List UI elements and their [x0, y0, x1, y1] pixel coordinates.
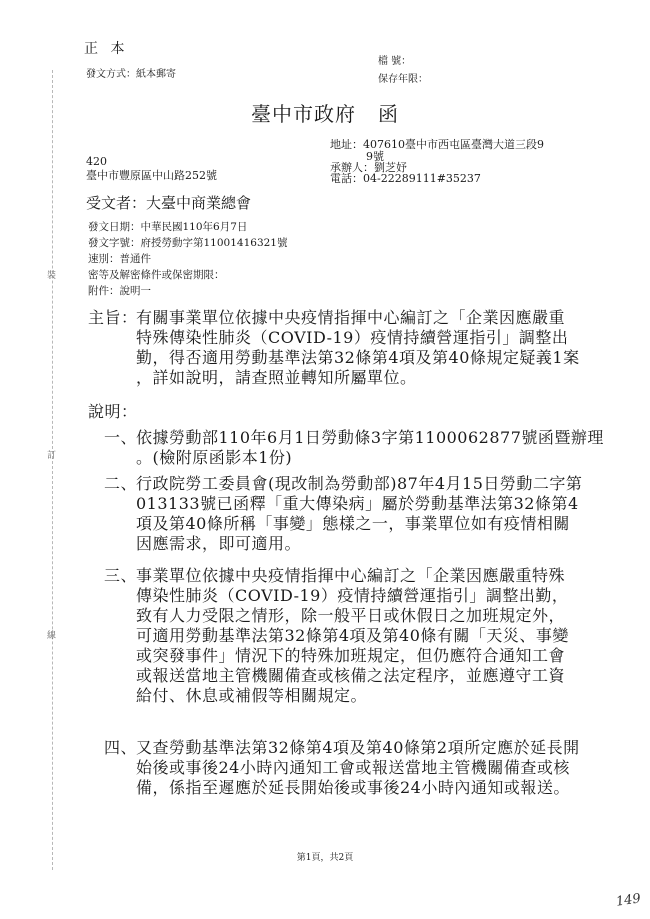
explanation-line: 。(檢附原函影本1份)	[136, 448, 293, 467]
explanation-item-number: 二、	[104, 474, 138, 493]
meta-block	[88, 219, 287, 299]
explanation-item-4	[136, 738, 580, 798]
subject-line: 有關事業單位依據中央疫情指揮中心編訂之「企業因應嚴重	[136, 308, 566, 327]
explanation-item-number: 一、	[104, 428, 138, 447]
original-copy-mark: 正 本	[84, 41, 129, 57]
page-number: 第1頁，共2頁	[296, 853, 354, 863]
delivery-speed: 速別：普通件	[88, 253, 151, 265]
explanation-line: 始後或事後24小時內通知工會或報送當地主管機關備查或核	[136, 758, 570, 777]
sender-address-line2: 9號	[366, 150, 384, 163]
explanation-line: 依據勞動部110年6月1日勞動條3字第1100062877號函暨辦理	[136, 428, 604, 447]
explanation-item-3	[136, 566, 569, 706]
recipient-postcode: 420	[86, 155, 107, 168]
explanation-item-number: 四、	[104, 738, 138, 757]
subject-body	[136, 308, 580, 388]
explanation-label: 說明：	[88, 402, 138, 421]
document-title: 臺中市政府 函	[250, 102, 400, 126]
explanation-line: 013133號已函釋「重大傳染病」屬於勞動基準法第32條第4	[136, 494, 579, 513]
explanation-line: 因應需求，即可適用。	[136, 534, 302, 553]
explanation-line: 或突發事件」情況下的特殊加班規定，但仍應符合通知工會	[136, 646, 566, 665]
subject-label: 主旨：	[88, 308, 138, 327]
explanation-item-1	[136, 428, 604, 468]
explanation-line: 給付、休息或補假等相關規定。	[136, 686, 368, 705]
issue-date: 發文日期：中華民國110年6月7日	[88, 221, 248, 233]
retention-label: 保存年限：	[378, 74, 428, 85]
subject-line: 勤，得否適用勞動基準法第32條第4項及第40條規定疑義1案	[136, 348, 580, 367]
binding-mark-ding: 訂	[47, 451, 57, 461]
security-level: 密等及解密條件或保密期限：	[88, 269, 225, 281]
explanation-line: 又查勞動基準法第32條第4項及第40條第2項所定應於延長開	[136, 738, 580, 757]
sender-phone: 電話：04-22289111#35237	[330, 172, 481, 185]
file-number-label: 檔 號：	[378, 56, 412, 67]
explanation-item-2	[136, 474, 582, 554]
binding-mark-xian: 線	[47, 631, 57, 641]
explanation-line: 傳染性肺炎（COVID-19）疫情持續營運指引」調整出勤，	[136, 586, 569, 605]
explanation-line: 行政院勞工委員會(現改制為勞動部)87年4月15日勞動二字第	[136, 474, 583, 493]
explanation-line: 可適用勞動基準法第32條第4項及第40條有關「天災、事變	[136, 626, 569, 645]
binding-line	[52, 70, 53, 870]
binding-mark-zhuang: 裝	[47, 271, 57, 281]
send-method: 發文方式：紙本郵寄	[86, 69, 176, 80]
explanation-line: 事業單位依據中央疫情指揮中心編訂之「企業因應嚴重特殊	[136, 566, 566, 585]
subject-line: ，詳如說明，請查照並轉知所屬單位。	[136, 368, 417, 387]
explanation-line: 或報送當地主管機關備查或核備之法定程序，並應遵守工資	[136, 666, 566, 685]
explanation-item-number: 三、	[104, 566, 138, 585]
explanation-line: 致有人力受限之情形，除一般平日或休假日之加班規定外，	[136, 606, 566, 625]
addressee: 受文者：大臺中商業總會	[86, 194, 252, 212]
document-number: 發文字號：府授勞動字第11001416321號	[88, 237, 288, 249]
explanation-line: 備，係指至遲應於延長開始後或事後24小時內通知或報送。	[136, 778, 570, 797]
explanation-line: 項及第40條所稱「事變」態樣之一，事業單位如有疫情相關	[136, 514, 570, 533]
sender-contact: 承辦人：劉芝妤	[330, 161, 407, 174]
attachment: 附件：說明一	[88, 285, 151, 297]
handwritten-mark: 149	[615, 891, 642, 910]
recipient-address: 臺中市豐原區中山路252號	[86, 169, 217, 182]
subject-line: 特殊傳染性肺炎（COVID-19）疫情持續營運指引」調整出	[136, 328, 569, 347]
sender-address-line1: 地址：407610臺中市西屯區臺灣大道三段9	[330, 138, 544, 151]
